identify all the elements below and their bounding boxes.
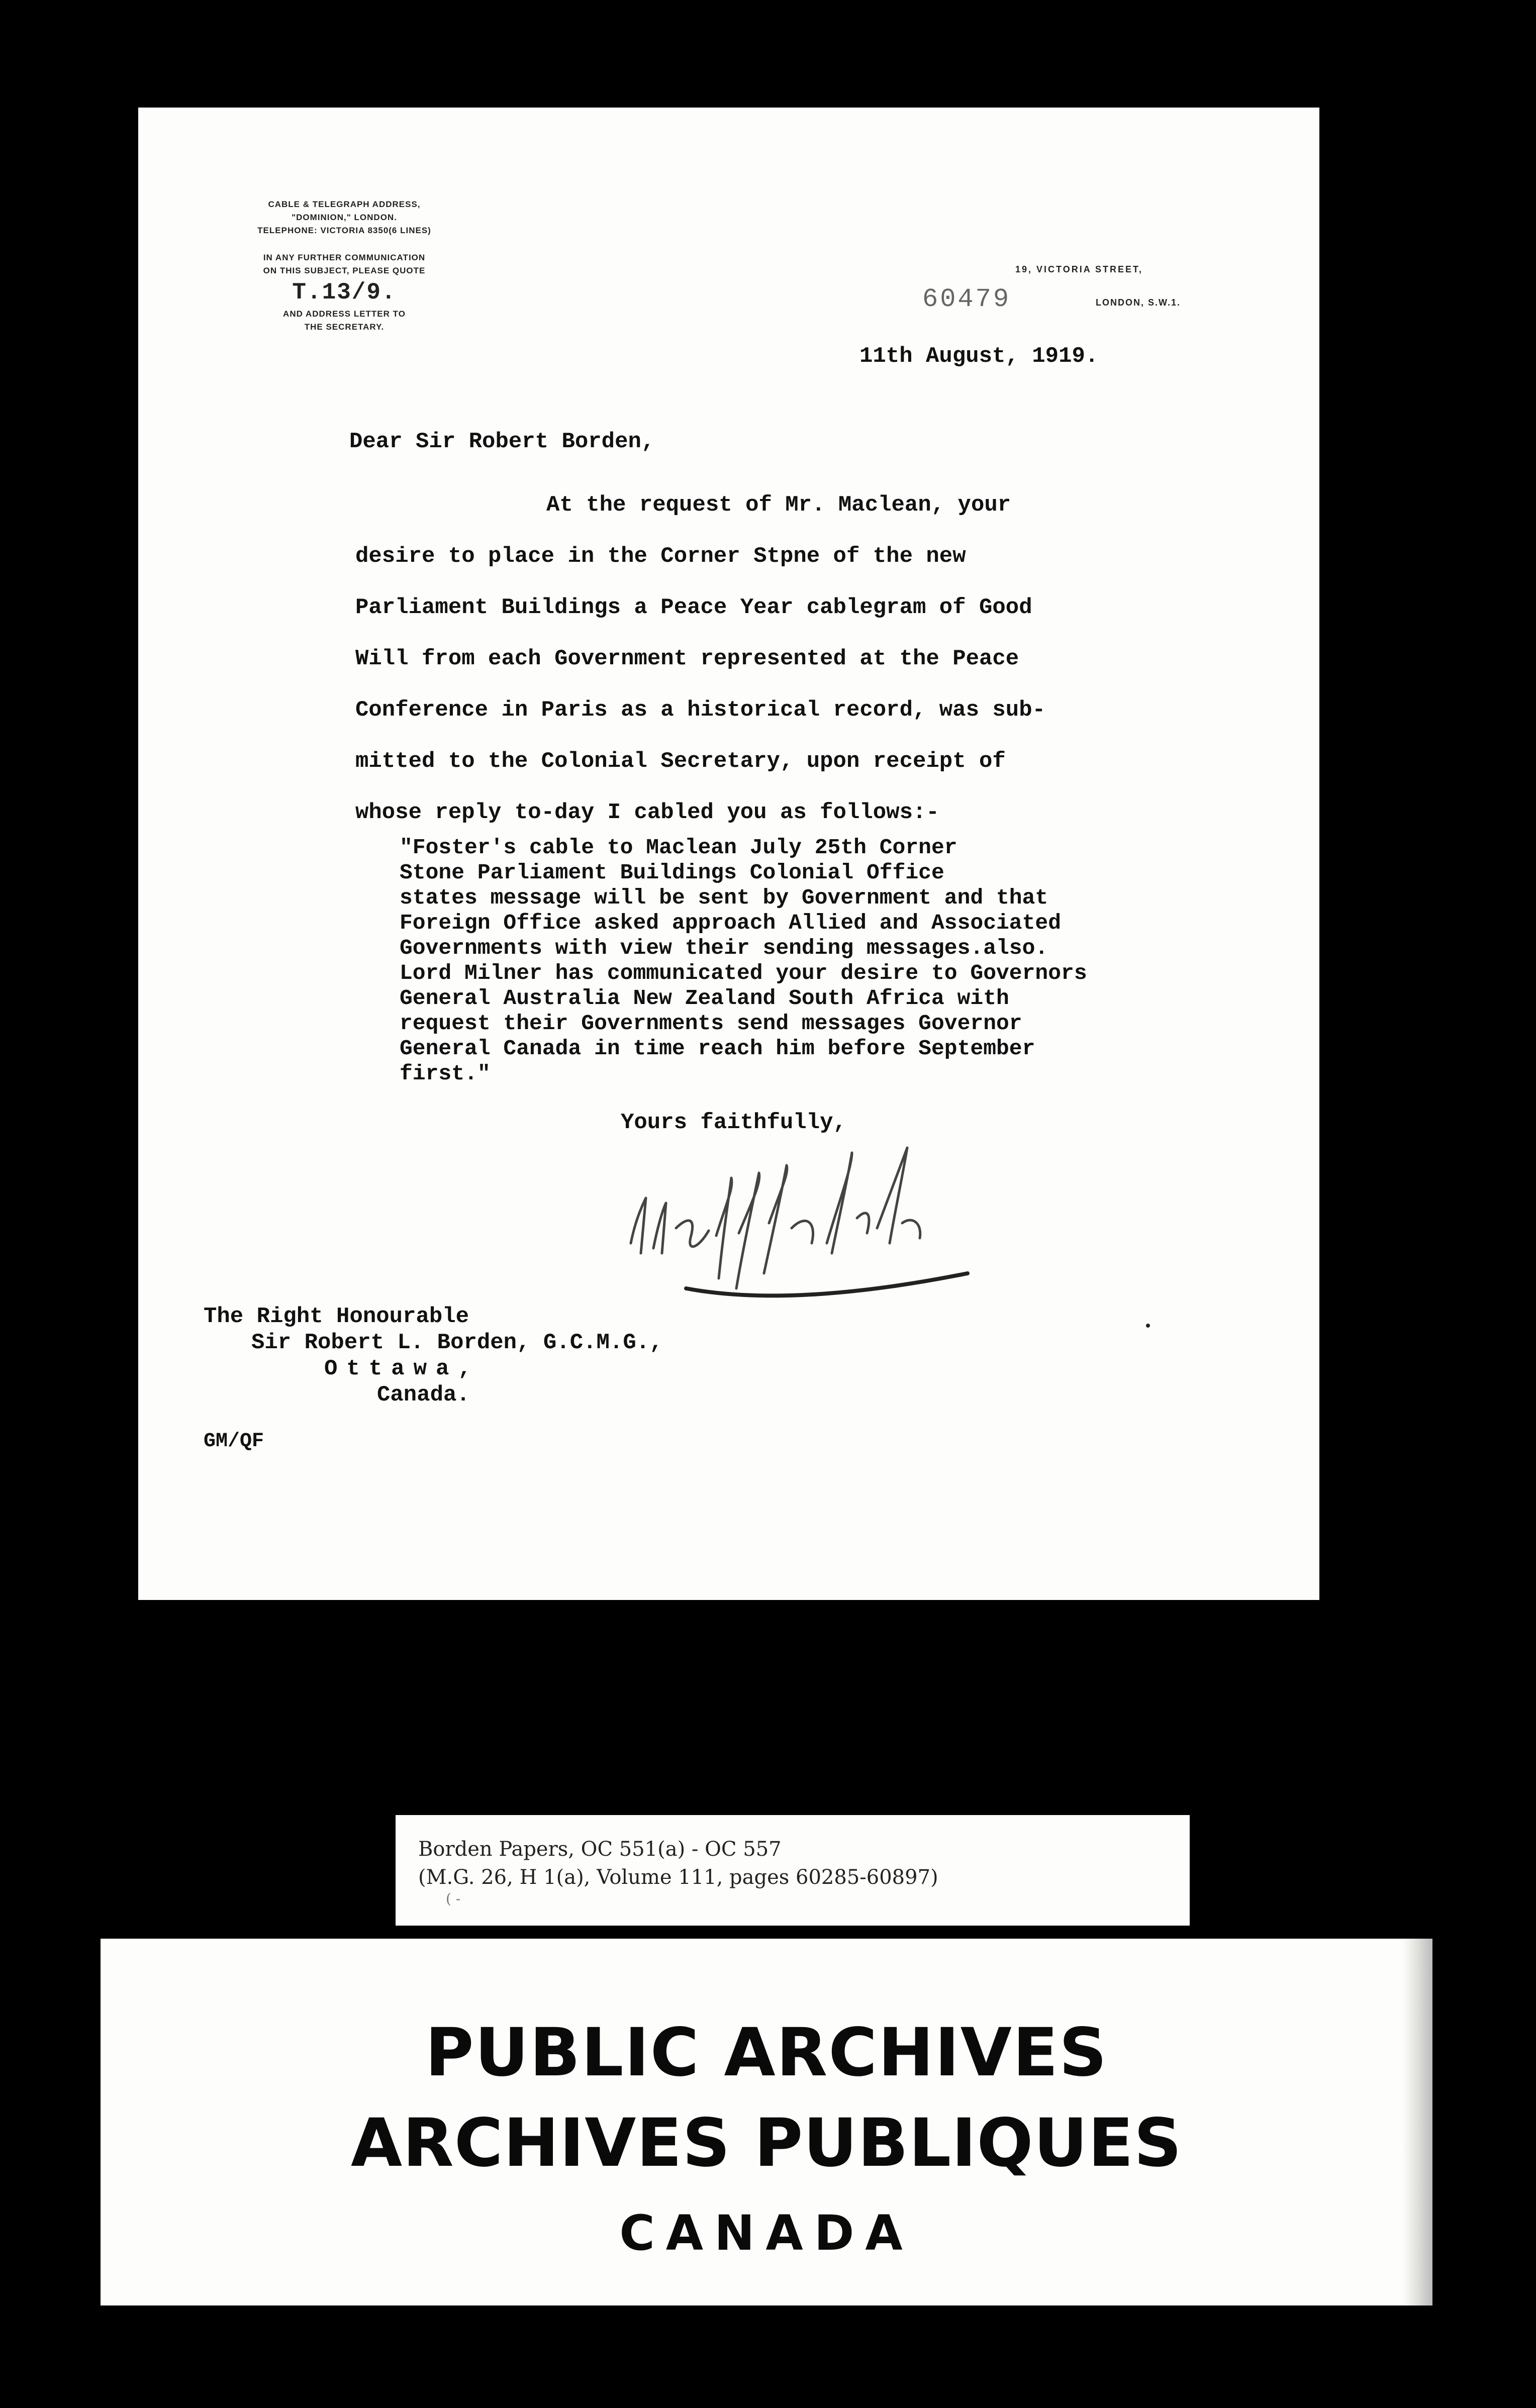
- letter-body: [355, 479, 1119, 838]
- cable-address-name: "DOMINION," LONDON.: [292, 213, 397, 222]
- further-communication-line: IN ANY FURTHER COMMUNICATION: [263, 253, 426, 262]
- letter-date: 11th August, 1919.: [859, 344, 1099, 369]
- street-address: 19, VICTORIA STREET,: [1015, 264, 1143, 274]
- archives-title-french: ARCHIVES PUBLIQUES: [350, 2104, 1182, 2182]
- recipient-country: Canada.: [377, 1382, 470, 1408]
- archives-country: CANADA: [619, 2205, 914, 2261]
- body-line: At the request of Mr. Maclean, your: [546, 492, 1011, 518]
- recipient-address: [204, 1303, 663, 1408]
- archive-collection-line: Borden Papers, OC 551(a) - OC 557: [418, 1838, 782, 1861]
- address-letter-line: AND ADDRESS LETTER TO: [283, 309, 406, 319]
- body-line: mitted to the Colonial Secretary, upon receipt of: [355, 749, 1006, 774]
- letter-page: [138, 108, 1319, 1600]
- quote-line: states message will be sent by Government and that: [400, 885, 1048, 910]
- quote-line: Lord Milner has communicated your desire to Governors: [400, 961, 1087, 985]
- quoted-cable: [400, 835, 1204, 1086]
- quote-line: first.": [400, 1061, 491, 1086]
- quote-line: Stone Parliament Buildings Colonial Office: [400, 860, 944, 885]
- archive-reference-label: [396, 1815, 1190, 1926]
- recipient-title: The Right Honourable: [204, 1304, 469, 1329]
- body-line: whose reply to-day I cabled you as follows:-: [355, 800, 939, 825]
- typist-initials: GM/QF: [204, 1430, 264, 1453]
- cable-address-line: CABLE & TELEGRAPH ADDRESS,: [268, 199, 421, 209]
- city-address: LONDON, S.W.1.: [1096, 297, 1181, 308]
- archives-title-english: PUBLIC ARCHIVES: [425, 2014, 1108, 2091]
- quote-instruction-line: ON THIS SUBJECT, PLEASE QUOTE: [263, 266, 426, 275]
- speck: [1146, 1324, 1150, 1328]
- secretary-line: THE SECRETARY.: [304, 322, 385, 332]
- quote-line: General Australia New Zealand South Africa with: [400, 986, 1009, 1011]
- quote-line: Foreign Office asked approach Allied and Associated: [400, 911, 1062, 935]
- quote-line: request their Governments send messages Governor: [400, 1011, 1022, 1036]
- quote-line: Governments with view their sending messages.also.: [400, 936, 1048, 960]
- letterhead-block: [214, 198, 475, 334]
- body-line: desire to place in the Corner Stpne of the new: [355, 544, 966, 569]
- body-line: Will from each Government represented at the Peace: [355, 646, 1019, 671]
- stamp-number: 60479: [922, 284, 1011, 314]
- quote-line: "Foster's cable to Maclean July 25th Corner: [400, 835, 957, 860]
- recipient-name: Sir Robert L. Borden, G.C.M.G.,: [251, 1330, 663, 1355]
- handwritten-signature: [616, 1128, 1028, 1319]
- telephone-line: TELEPHONE: VICTORIA 8350(6 LINES): [257, 226, 431, 235]
- body-line: Parliament Buildings a Peace Year cablegram of Good: [355, 595, 1032, 620]
- salutation: Dear Sir Robert Borden,: [349, 429, 655, 454]
- archive-volume-line: (M.G. 26, H 1(a), Volume 111, pages 60285-60897): [418, 1866, 938, 1889]
- recipient-city: Ottawa,: [324, 1356, 481, 1381]
- reference-number: T.13/9.: [292, 279, 397, 306]
- quote-line: General Canada in time reach him before September: [400, 1036, 1035, 1061]
- archives-banner: [101, 1939, 1432, 2305]
- body-line: Conference in Paris as a historical record, was sub-: [355, 697, 1046, 723]
- pencil-note: ( -: [446, 1890, 461, 1907]
- closing: Yours faithfully,: [621, 1110, 846, 1135]
